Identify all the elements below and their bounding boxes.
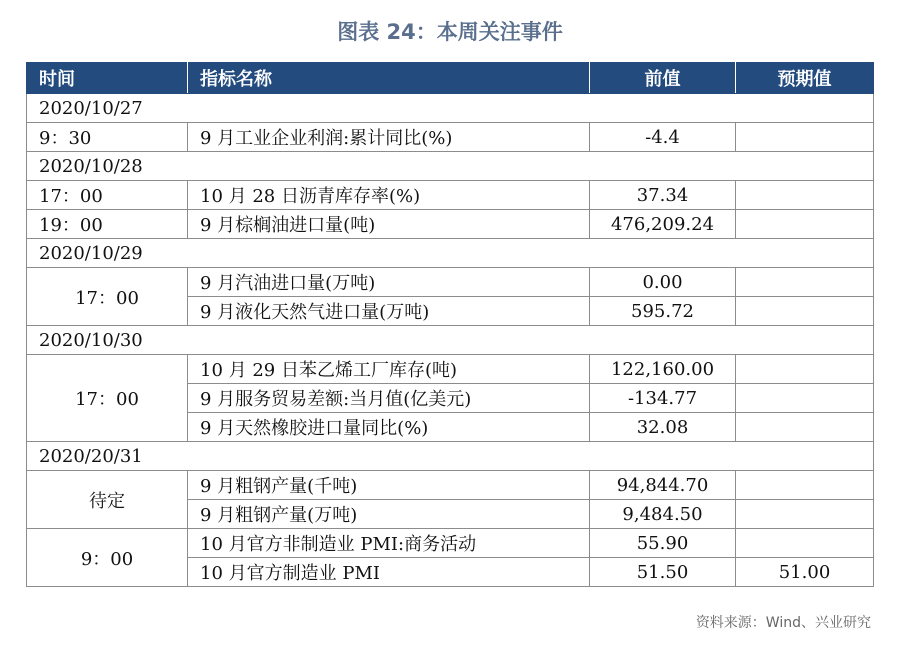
indicator-cell: 9 月服务贸易差额:当月值(亿美元) — [188, 384, 590, 413]
previous-value-cell: 9,484.50 — [590, 500, 736, 529]
table-row — [27, 529, 874, 558]
expected-value-cell — [736, 500, 874, 529]
expected-value-cell — [736, 297, 874, 326]
expected-value-cell — [736, 355, 874, 384]
indicator-cell: 10 月 28 日沥青库存率(%) — [188, 181, 590, 210]
expected-value-cell — [736, 123, 874, 152]
date-cell: 2020/10/30 — [27, 326, 874, 355]
events-table — [26, 62, 874, 587]
table-row — [27, 471, 874, 500]
time-cell: 待定 — [27, 471, 188, 529]
time-cell: 17：00 — [27, 268, 188, 326]
previous-value-cell: 55.90 — [590, 529, 736, 558]
date-row — [27, 442, 874, 471]
table-row — [27, 123, 874, 152]
time-cell: 17：00 — [27, 355, 188, 442]
previous-value-cell: 0.00 — [590, 268, 736, 297]
previous-value-cell: 476,209.24 — [590, 210, 736, 239]
date-cell: 2020/10/29 — [27, 239, 874, 268]
table-row — [27, 268, 874, 297]
expected-value-cell — [736, 210, 874, 239]
indicator-cell: 9 月棕榈油进口量(吨) — [188, 210, 590, 239]
date-row — [27, 326, 874, 355]
expected-value-cell — [736, 529, 874, 558]
indicator-cell: 9 月天然橡胶进口量同比(%) — [188, 413, 590, 442]
time-cell: 17：00 — [27, 181, 188, 210]
indicator-cell: 9 月粗钢产量(千吨) — [188, 471, 590, 500]
previous-value-cell: 94,844.70 — [590, 471, 736, 500]
indicator-cell: 9 月工业企业利润:累计同比(%) — [188, 123, 590, 152]
header-expected: 预期值 — [736, 63, 874, 94]
table-row — [27, 355, 874, 384]
indicator-cell: 9 月液化天然气进口量(万吨) — [188, 297, 590, 326]
table-header-row — [27, 63, 874, 94]
time-cell: 19：00 — [27, 210, 188, 239]
previous-value-cell: 51.50 — [590, 558, 736, 587]
previous-value-cell: 37.34 — [590, 181, 736, 210]
table-row — [27, 210, 874, 239]
indicator-cell: 10 月 29 日苯乙烯工厂库存(吨) — [188, 355, 590, 384]
date-cell: 2020/10/27 — [27, 94, 874, 123]
header-indicator: 指标名称 — [188, 63, 590, 94]
previous-value-cell: 122,160.00 — [590, 355, 736, 384]
header-previous: 前值 — [590, 63, 736, 94]
expected-value-cell — [736, 471, 874, 500]
date-cell: 2020/10/28 — [27, 152, 874, 181]
expected-value-cell — [736, 181, 874, 210]
date-row — [27, 239, 874, 268]
expected-value-cell — [736, 413, 874, 442]
previous-value-cell: -134.77 — [590, 384, 736, 413]
previous-value-cell: -4.4 — [590, 123, 736, 152]
expected-value-cell — [736, 268, 874, 297]
time-cell: 9：30 — [27, 123, 188, 152]
header-time: 时间 — [27, 63, 188, 94]
expected-value-cell — [736, 384, 874, 413]
indicator-cell: 10 月官方非制造业 PMI:商务活动 — [188, 529, 590, 558]
previous-value-cell: 32.08 — [590, 413, 736, 442]
date-row — [27, 152, 874, 181]
expected-value-cell: 51.00 — [736, 558, 874, 587]
time-cell: 9：00 — [27, 529, 188, 587]
indicator-cell: 9 月汽油进口量(万吨) — [188, 268, 590, 297]
previous-value-cell: 595.72 — [590, 297, 736, 326]
source-note: 资料来源：Wind、兴业研究 — [695, 615, 871, 631]
table-row — [27, 181, 874, 210]
chart-title: 图表 24：本周关注事件 — [337, 20, 563, 44]
date-row — [27, 94, 874, 123]
date-cell: 2020/20/31 — [27, 442, 874, 471]
indicator-cell: 9 月粗钢产量(万吨) — [188, 500, 590, 529]
indicator-cell: 10 月官方制造业 PMI — [188, 558, 590, 587]
